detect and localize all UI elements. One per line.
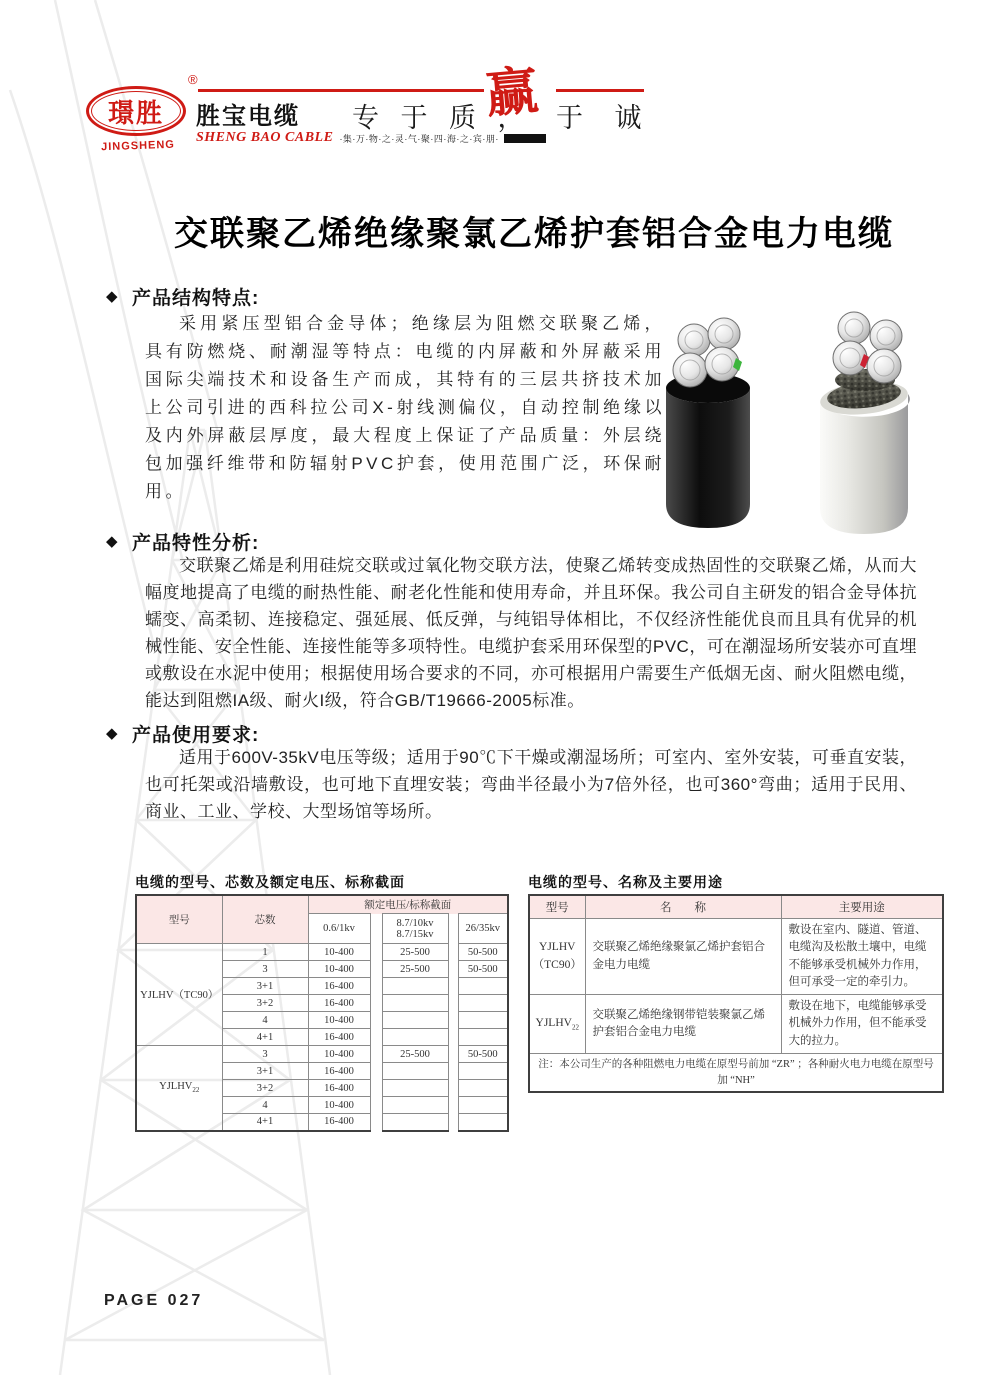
table-cell: 16-400	[308, 1080, 370, 1097]
table-cell	[382, 1114, 448, 1131]
table-cell	[382, 1029, 448, 1046]
spacer-cell	[448, 944, 458, 961]
silver-cable	[819, 312, 910, 534]
spacer-cell	[448, 1012, 458, 1029]
table-cell	[458, 1012, 508, 1029]
table-row	[529, 995, 943, 1054]
table-cell: 4	[222, 1097, 308, 1114]
spacer-cell	[448, 1063, 458, 1080]
model-label: YJLHV（TC90）	[140, 990, 219, 1001]
table-cell: 25-500	[382, 944, 448, 961]
model-label: YJLHV	[539, 941, 576, 954]
table-cell: 16-400	[308, 995, 370, 1012]
table-cell	[458, 1063, 508, 1080]
spacer-cell	[370, 1012, 382, 1029]
table-cell	[382, 978, 448, 995]
usage-header-name: 名 称	[585, 895, 781, 919]
model-label-line2: （TC90）	[532, 958, 582, 971]
model-label: YJLHV	[535, 1016, 572, 1029]
spec-header-v2a: 8.7/10kv	[396, 917, 434, 929]
brand-tagline: ·集·万·物·之·灵·气·聚·四·海·之·宾·朋·	[339, 133, 499, 144]
table-cell	[458, 995, 508, 1012]
spacer-cell	[448, 961, 458, 978]
table-cell: 25-500	[382, 961, 448, 978]
table-cell: 10-400	[308, 1012, 370, 1029]
spacer-cell	[370, 978, 382, 995]
table-cell	[382, 1097, 448, 1114]
table-row	[529, 919, 943, 995]
table-cell	[382, 1012, 448, 1029]
table-cell: 3+1	[222, 1063, 308, 1080]
table-cell	[458, 1097, 508, 1114]
table-cell	[458, 1114, 508, 1131]
model-subscript: 22	[192, 1086, 200, 1095]
spec-header-v2b: 8.7/15kv	[396, 928, 434, 940]
section-body-structure: 采用紧压型铝合金导体；绝缘层为阻燃交联聚乙烯，具有防燃烧、耐潮湿等特点：电缆的内屏蔽和外屏蔽采用国际尖端技术和设备生产而成，其特有的三层共挤技术加上公司引进的西科拉公司X-射线测偏仪，自动控制绝缘以及内外屏蔽层厚度，最大程度上保证了产品质量：外层绕包加强纤维带和防辐射PVC护套，使用范围广泛，环保耐用。	[145, 314, 665, 501]
table-row	[136, 1046, 508, 1063]
slogan-part2: 于 诚	[556, 103, 654, 133]
table-cell: 10-400	[308, 944, 370, 961]
table-cell: 16-400	[308, 1063, 370, 1080]
table-cell: 50-500	[458, 944, 508, 961]
table-cell: 3	[222, 1046, 308, 1063]
cable-product-photo	[648, 292, 960, 540]
logo-subtext: JINGSHENG	[100, 138, 176, 154]
table-cell: 10-400	[308, 961, 370, 978]
table-row	[136, 944, 508, 961]
model-cell	[136, 944, 222, 1046]
table-cell: 3	[222, 961, 308, 978]
spacer-cell	[370, 1029, 382, 1046]
spacer-cell	[448, 1046, 458, 1063]
name-cell: 交联聚乙烯绝缘聚氯乙烯护套铝合金电力电缆	[585, 919, 781, 995]
spacer-cell	[370, 1114, 382, 1131]
model-subscript: 22	[571, 1023, 579, 1032]
registered-trademark-icon: ®	[188, 72, 198, 87]
table-cell: 16-400	[308, 978, 370, 995]
table-cell: 4+1	[222, 1114, 308, 1131]
brand-name-en: SHENG BAO CABLE	[196, 130, 334, 145]
table-cell: 3+2	[222, 995, 308, 1012]
spacer-cell	[448, 995, 458, 1012]
spec-header-v3: 26/35kv	[458, 914, 508, 944]
model-cell	[529, 995, 585, 1054]
brand-name: 胜宝电缆	[196, 103, 300, 130]
spacer-cell	[370, 1046, 382, 1063]
note-cell: 注：本公司生产的各种阻燃电力电缆在原型号前加 “ZR” ；各种耐火电力电缆在原型号加 “NH”	[529, 1053, 943, 1092]
section-heading-usage: 产品使用要求:	[132, 725, 260, 746]
table-cell: 50-500	[458, 1046, 508, 1063]
spec-header-v2	[382, 914, 448, 944]
table-cell: 4+1	[222, 1029, 308, 1046]
diamond-bullet-icon: ◆	[106, 725, 118, 742]
table-cell	[458, 1080, 508, 1097]
table-cell: 3+1	[222, 978, 308, 995]
spec-table	[135, 894, 509, 1132]
spec-header-voltage-group: 额定电压/标称截面	[308, 895, 508, 914]
name-cell: 交联聚乙烯绝缘钢带铠装聚氯乙烯护套铝合金电力电缆	[585, 995, 781, 1054]
spacer-cell	[448, 914, 458, 944]
spacer-cell	[370, 961, 382, 978]
spec-table-title: 电缆的型号、芯数及额定电压、标称截面	[135, 874, 405, 890]
section-heading-structure: 产品结构特点:	[132, 288, 260, 309]
model-label: YJLHV	[159, 1081, 193, 1093]
section-body-usage: 适用于600V-35kV电压等级；适用于90℃下干燥或潮湿场所；可室内、室外安装，可垂直安装，也可托架或沿墙敷设，也可地下直埋安装；弯曲半径最小为7倍外径，也可360°弯曲；适用于民用、商业、工业、学校、大型场馆等场所。	[145, 748, 917, 821]
usage-header-model: 型号	[529, 895, 585, 919]
table-note-row	[529, 1053, 943, 1092]
table-cell	[382, 1080, 448, 1097]
spec-header-cores: 芯数	[222, 895, 308, 944]
diamond-bullet-icon: ◆	[106, 533, 118, 550]
table-cell: 1	[222, 944, 308, 961]
section-heading-features: 产品特性分析:	[132, 533, 260, 554]
spacer-cell	[370, 1097, 382, 1114]
table-cell: 10-400	[308, 1097, 370, 1114]
usage-header-usage: 主要用途	[781, 895, 943, 919]
page-title: 交联聚乙烯绝缘聚氯乙烯护套铝合金电力电缆	[174, 215, 894, 253]
spacer-cell	[370, 944, 382, 961]
table-cell: 10-400	[308, 1046, 370, 1063]
spacer-cell	[448, 1097, 458, 1114]
black-cable	[666, 318, 750, 528]
slogan-win-character: 赢	[483, 62, 541, 125]
table-cell: 4	[222, 1012, 308, 1029]
spec-header-v1: 0.6/1kv	[308, 914, 370, 944]
page-number: PAGE 027	[104, 1292, 204, 1309]
usage-cell: 敷设在室内、隧道、管道、电缆沟及松散土壤中，电缆不能够承受机械外力作用，但可承受一定的牵引力。	[781, 919, 943, 995]
table-cell: 50-500	[458, 961, 508, 978]
model-cell	[529, 919, 585, 995]
table-cell: 25-500	[382, 1046, 448, 1063]
diamond-bullet-icon: ◆	[106, 288, 118, 305]
spec-header-model: 型号	[136, 895, 222, 944]
table-cell	[382, 1063, 448, 1080]
usage-cell: 敷设在地下，电缆能够承受机械外力作用，但不能承受大的拉力。	[781, 995, 943, 1054]
spacer-cell	[370, 1063, 382, 1080]
table-cell	[458, 1029, 508, 1046]
company-logo	[86, 86, 186, 136]
spacer-cell	[448, 1114, 458, 1131]
spacer-cell	[370, 1080, 382, 1097]
spacer-cell	[370, 914, 382, 944]
table-cell: 16-400	[308, 1114, 370, 1131]
usage-table	[528, 894, 944, 1093]
spacer-cell	[448, 1080, 458, 1097]
model-cell	[136, 1046, 222, 1131]
spacer-cell	[370, 995, 382, 1012]
logo-text: 璟胜	[107, 97, 164, 128]
table-cell: 3+2	[222, 1080, 308, 1097]
slogan-rule-left	[198, 89, 484, 92]
usage-table-title: 电缆的型号、名称及主要用途	[528, 874, 723, 890]
spacer-cell	[448, 1029, 458, 1046]
slogan-rule-right	[556, 89, 644, 92]
table-cell	[458, 978, 508, 995]
spacer-cell	[448, 978, 458, 995]
table-cell	[382, 995, 448, 1012]
slogan-part1: 专 于 质 ，	[352, 103, 532, 133]
table-cell: 16-400	[308, 1029, 370, 1046]
section-body-features: 交联聚乙烯是利用硅烷交联或过氧化物交联方法，使聚乙烯转变成热固性的交联聚乙烯，从而大幅度地提高了电缆的耐热性能、耐老化性能和使用寿命，并且环保。我公司自主研发的铝合金导体抗蠕变、高柔韧、连接稳定、强延展、低反弹，与纯铝导体相比，不仅经济性能优良而且具有优异的机械性能、安全性能、连接性能等多项特性。电缆护套采用环保型的PVC，可在潮湿场所安装亦可直埋或敷设在水泥中使用；根据使用场合要求的不同，亦可根据用户需要生产低烟无卤、耐火阻燃电缆，能达到阻燃IA级、耐火I级，符合GB/T19666-2005标准。	[145, 556, 917, 710]
